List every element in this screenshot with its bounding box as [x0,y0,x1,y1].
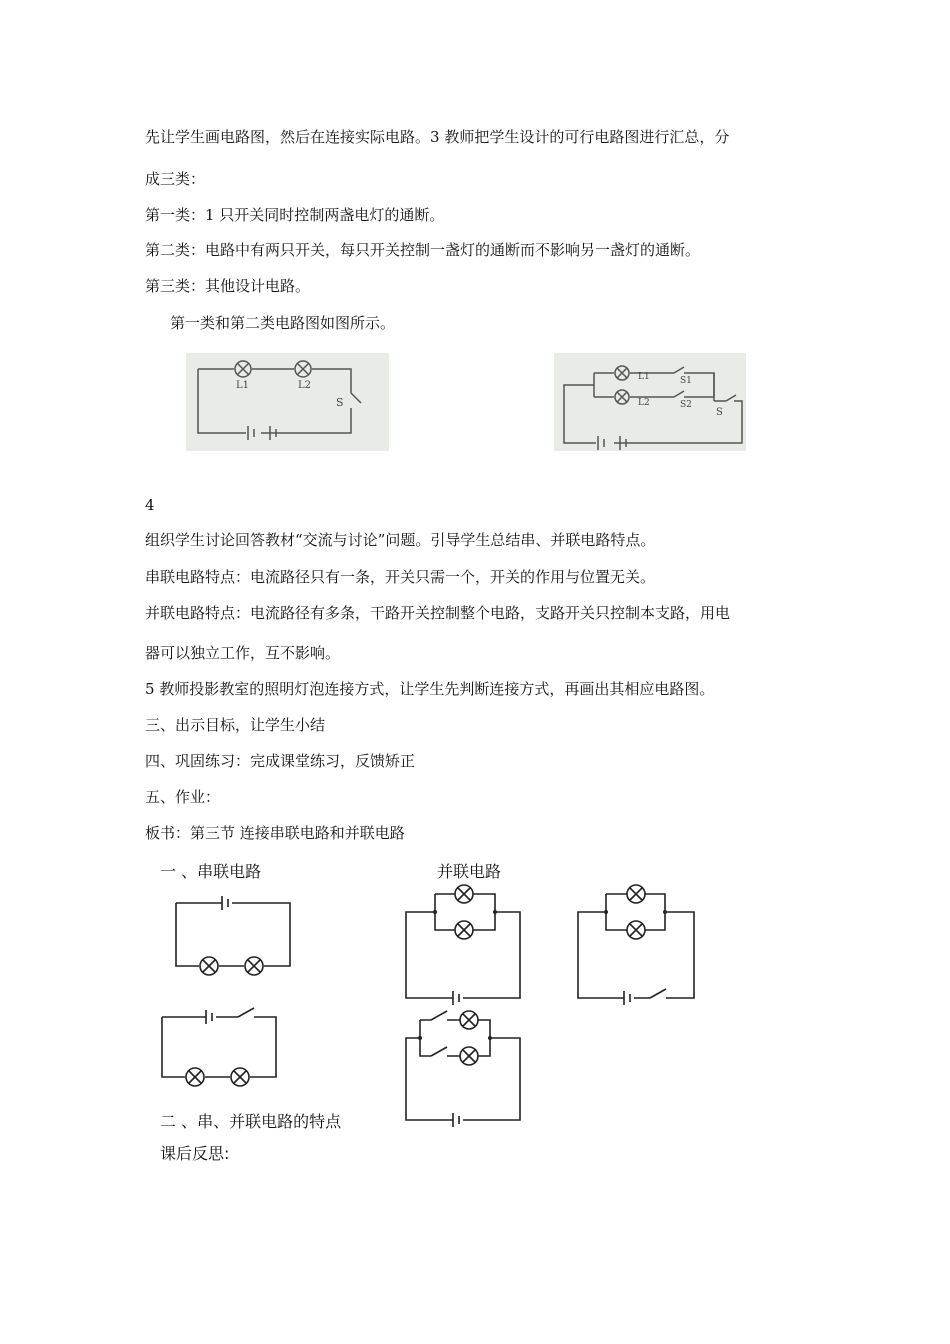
paragraph-2: 第一类：1 只开关同时控制两盏电灯的通断。 [145,206,445,224]
series-circuit-figure [186,353,389,451]
switch-s1-label: S1 [680,376,692,386]
paragraph-9-cont: 器可以独立工作，互不影响。 [145,644,341,662]
board-series-title: 一 、串联电路 [160,862,262,881]
board-reflection: 课后反思: [160,1144,230,1163]
board-parallel-title: 并联电路 [437,862,502,881]
paragraph-10: 5 教师投影教室的照明灯泡连接方式，让学生先判断连接方式，再画出其相应电路图。 [145,680,715,698]
lamp-l2-label: L2 [638,398,650,408]
paragraph-7: 组织学生讨论回答教材“交流与讨论”问题。引导学生总结串、并联电路特点。 [145,531,656,549]
lamp-l1-label: L1 [236,380,250,391]
series-circuit-switch-lamps [162,1008,276,1086]
parallel-circuit-no-switch [406,885,520,1005]
series-circuit-battery-lamps [176,896,290,975]
paragraph-14: 板书：第三节 连接串联电路和并联电路 [145,824,405,842]
board-circuit-diagrams [150,880,750,1130]
board-features-title: 二 、串、并联电路的特点 [160,1112,342,1131]
paragraph-4: 第三类：其他设计电路。 [145,277,311,295]
paragraph-1: 先让学生画电路图，然后在连接实际电路。3 教师把学生设计的可行电路图进行汇总，分 [145,128,730,146]
paragraph-6: 4 [145,496,155,514]
paragraph-12: 四、巩固练习：完成课堂练习，反馈矫正 [145,752,416,770]
paragraph-8: 串联电路特点：电流路径只有一条，开关只需一个，开关的作用与位置无关。 [145,568,656,586]
switch-s-label: S [716,407,723,418]
paragraph-11: 三、出示目标，让学生小结 [145,716,326,734]
lamp-l2-label: L2 [298,380,312,391]
parallel-circuit-branch-switches [406,1011,520,1127]
paragraph-9: 并联电路特点：电流路径有多条，干路开关控制整个电路，支路开关只控制本支路，用电 [145,604,731,622]
lamp-l1-label: L1 [638,372,650,382]
parallel-circuit-main-switch [578,885,694,1005]
parallel-circuit-figure [554,353,746,451]
switch-s2-label: S2 [680,400,692,410]
paragraph-3: 第二类：电路中有两只开关，每只开关控制一盏灯的通断而不影响另一盏灯的通断。 [145,241,701,259]
paragraph-13: 五、作业： [145,788,221,806]
switch-s-label: S [336,396,344,409]
paragraph-1-cont: 成三类： [145,170,206,188]
paragraph-5: 第一类和第二类电路图如图所示。 [170,314,396,332]
